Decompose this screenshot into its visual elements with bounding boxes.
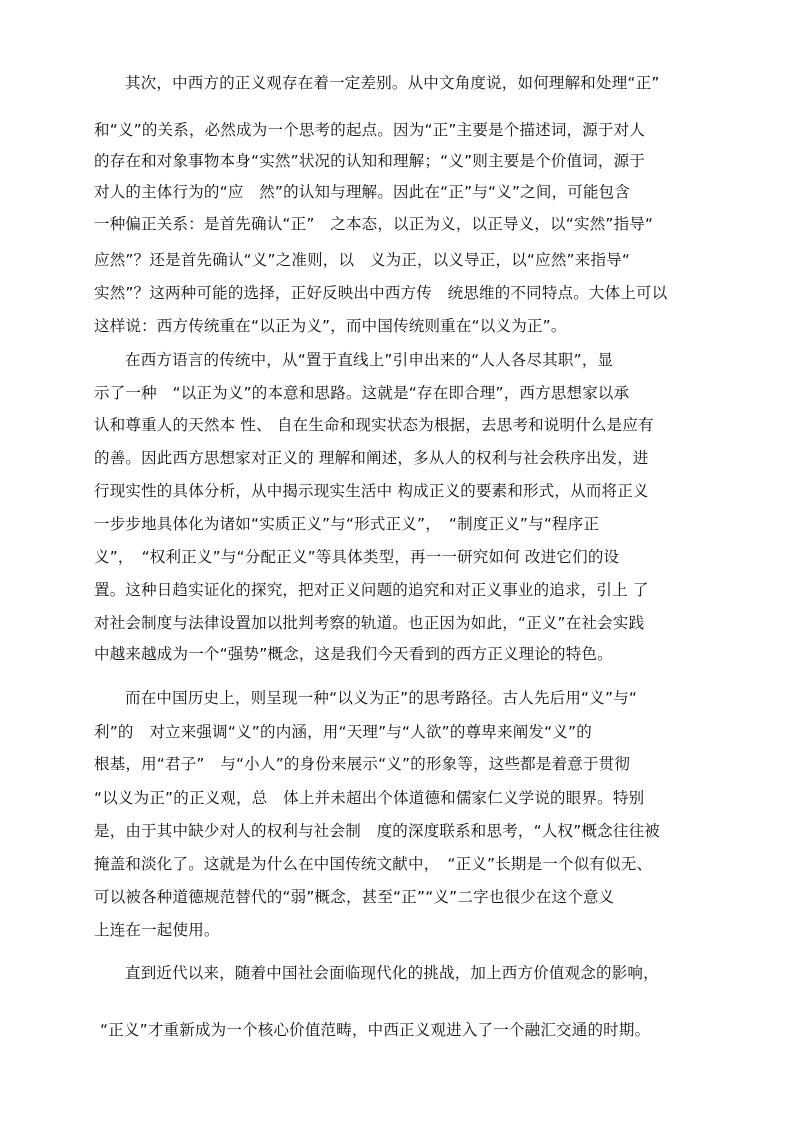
text-line: 可以被各种道德规范替代的“弱”概念，甚至“正”“义”二字也很少在这个意义 (94, 888, 615, 906)
text-line: 的存在和对象事物本身“实然”状况的认知和理解；“义”则主要是个价值词，源于 (94, 152, 646, 170)
text-line: 义”， “权利正义”与“分配正义”等具体类型，再一一研究如何 改进它们的设 (94, 548, 620, 566)
text-line: 一步步地具体化为诸如“实质正义”与“形式正义”， “制度正义”与“程序正 (94, 515, 600, 533)
text-line: 示了一种 “以正为义”的本意和思路。这就是“存在即合理”，西方思想家以承 (94, 384, 630, 402)
text-line: 行现实性的具体分析，从中揭示现实生活中 构成正义的要素和形式，从而将正义 (94, 482, 649, 500)
text-line: “正义”才重新成为一个核心价值范畴，中西正义观进入了一个融汇交通的时期。 (100, 1021, 651, 1039)
text-line: 中越来越成为一个“强势”概念，这是我们今天看到的西方正义理论的特色。 (94, 645, 613, 663)
text-line: 一种偏正关系：是首先确认“正” 之本态，以正为义，以正导义，以“实然”指导“ (94, 215, 654, 233)
text-line: 对社会制度与法律设置加以批判考察的轨道。也正因为如此，“正义”在社会实践 (94, 614, 645, 632)
text-line: 对人的主体行为的“应 然”的认知与理解。因此在“正”与“义”之间，可能包含 (94, 183, 631, 201)
text-line: 的善。因此西方思想家对正义的 理解和阐述，多从人的权利与社会秩序出发，进 (94, 449, 649, 467)
text-line: 认和尊重人的天然本 性、 自在生命和现实状态为根据，去思考和说明什么是应有 (94, 416, 654, 434)
text-line: 这样说：西方传统重在“以正为义”，而中国传统则重在“以义为正”。 (94, 317, 567, 335)
text-line: 上连在一起使用。 (94, 921, 220, 939)
text-line: “以义为正”的正义观，总 体上并未超出个体道德和儒家仁义学说的眼界。特别 (94, 789, 645, 807)
text-line: 置。这种日趋实证化的探究，把对正义问题的追究和对正义事业的追求，引上 了 (94, 581, 649, 599)
text-line: 掩盖和淡化了。这就是为什么在中国传统文献中， “正义”长期是一个似有似无、 (94, 855, 653, 873)
text-line: 其次，中西方的正义观存在着一定差别。从中文角度说，如何理解和处理“正” (125, 74, 660, 92)
text-line: 和“义”的关系，必然成为一个思考的起点。因为“正”主要是个描述词，源于对人 (94, 121, 646, 139)
text-line: 利”的 对立来强调“义”的内涵，用“天理”与“人欲”的尊卑来阐发“义”的 (94, 723, 592, 741)
text-line: 根基，用“君子” 与“小人”的身份来展示“义”的形象等，这些都是着意于贯彻 (94, 755, 631, 773)
text-line: 应然”？还是首先确认“义”之准则，以 义为正，以义导正，以“应然”来指导“ (94, 251, 631, 269)
text-line: 是，由于其中缺少对人的权利与社会制 度的深度联系和思考，“人权”概念往往被 (94, 822, 660, 840)
text-line: 实然”？这两种可能的选择，正好反映出中西方传 统思维的不同特点。大体上可以 (94, 284, 668, 302)
text-line: 直到近代以来，随着中国社会面临现代化的挑战，加上西方价值观念的影响， (125, 964, 659, 982)
text-line: 而在中国历史上，则呈现一种“以义为正”的思考路径。古人先后用“义”与“ (125, 689, 638, 707)
text-line: 在西方语言的传统中，从“置于直线上”引申出来的“人人各尽其职”，显 (125, 351, 614, 369)
